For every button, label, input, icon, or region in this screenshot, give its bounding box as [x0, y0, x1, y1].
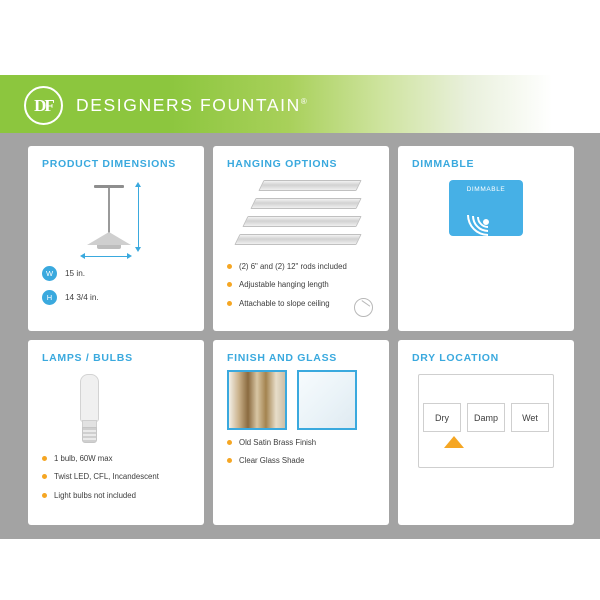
brand-name — [76, 95, 308, 116]
rod-shape — [234, 234, 361, 245]
height-badge-icon: H — [42, 290, 57, 305]
card-title: HANGING OPTIONS — [227, 158, 338, 170]
card-hanging-options — [213, 146, 389, 331]
card-title: DIMMABLE — [412, 158, 475, 170]
width-value: 15 in. — [65, 269, 86, 278]
dimmable-tile-label: DIMMABLE — [466, 186, 506, 193]
list-item: Old Satin Brass Finish — [227, 438, 375, 447]
dimension-row — [42, 266, 190, 281]
swatch-row — [227, 370, 375, 430]
bulb-base-shape — [82, 427, 97, 443]
list-item: (2) 6" and (2) 12" rods included — [227, 262, 375, 271]
card-dry-location — [398, 340, 574, 525]
finish-glass-list — [227, 438, 375, 466]
brand-name-text: DESIGNERS FOUNTAIN — [76, 95, 301, 115]
list-item: Adjustable hanging length — [227, 280, 375, 289]
dimmer-dot-icon — [483, 219, 489, 225]
location-cell-wet: Wet — [511, 403, 549, 432]
product-dimension-illustration — [42, 176, 190, 264]
glass-swatch — [297, 370, 357, 430]
list-item: Attachable to slope ceiling — [227, 299, 375, 308]
spec-card-grid — [28, 146, 574, 525]
list-item: Light bulbs not included — [42, 491, 190, 500]
finish-swatch — [227, 370, 287, 430]
card-title: PRODUCT DIMENSIONS — [42, 158, 176, 170]
slope-ceiling-icon — [354, 298, 373, 317]
card-dimmable — [398, 146, 574, 331]
card-title: DRY LOCATION — [412, 352, 499, 364]
rod-shape — [258, 180, 361, 191]
location-cell-dry: Dry — [423, 403, 461, 432]
height-measure-arrow-icon — [138, 186, 139, 248]
rod-shape — [242, 216, 361, 227]
shade-base-shape — [97, 245, 121, 249]
width-badge-icon: W — [42, 266, 57, 281]
location-cell-damp: Damp — [467, 403, 505, 432]
dimmable-tile — [449, 180, 523, 236]
dimension-values — [42, 266, 190, 305]
location-cells — [419, 375, 553, 432]
card-lamps-bulbs — [28, 340, 204, 525]
card-title: FINISH AND GLASS — [227, 352, 337, 364]
location-rating-box — [418, 374, 554, 468]
selected-location-pointer-icon — [444, 436, 464, 448]
lamps-bulbs-list — [42, 454, 190, 500]
brand-monogram-icon: DF — [24, 86, 63, 125]
lamp-shade-shape — [87, 232, 131, 245]
brand-lockup — [24, 86, 308, 125]
card-product-dimensions — [28, 146, 204, 331]
trademark-symbol: ® — [300, 97, 309, 107]
card-finish-and-glass — [213, 340, 389, 525]
card-title: LAMPS / BULBS — [42, 352, 133, 364]
bulb-body-shape — [80, 374, 99, 422]
dimension-row — [42, 290, 190, 305]
height-value: 14 3/4 in. — [65, 293, 99, 302]
bulb-illustration — [42, 370, 190, 454]
list-item: Clear Glass Shade — [227, 456, 375, 465]
hanging-options-list — [227, 262, 375, 308]
width-measure-arrow-icon — [84, 256, 128, 257]
list-item: Twist LED, CFL, Incandescent — [42, 472, 190, 481]
list-item: 1 bulb, 60W max — [42, 454, 190, 463]
hanging-rods-illustration — [227, 176, 375, 256]
down-rod-shape — [108, 188, 110, 234]
rod-shape — [250, 198, 361, 209]
